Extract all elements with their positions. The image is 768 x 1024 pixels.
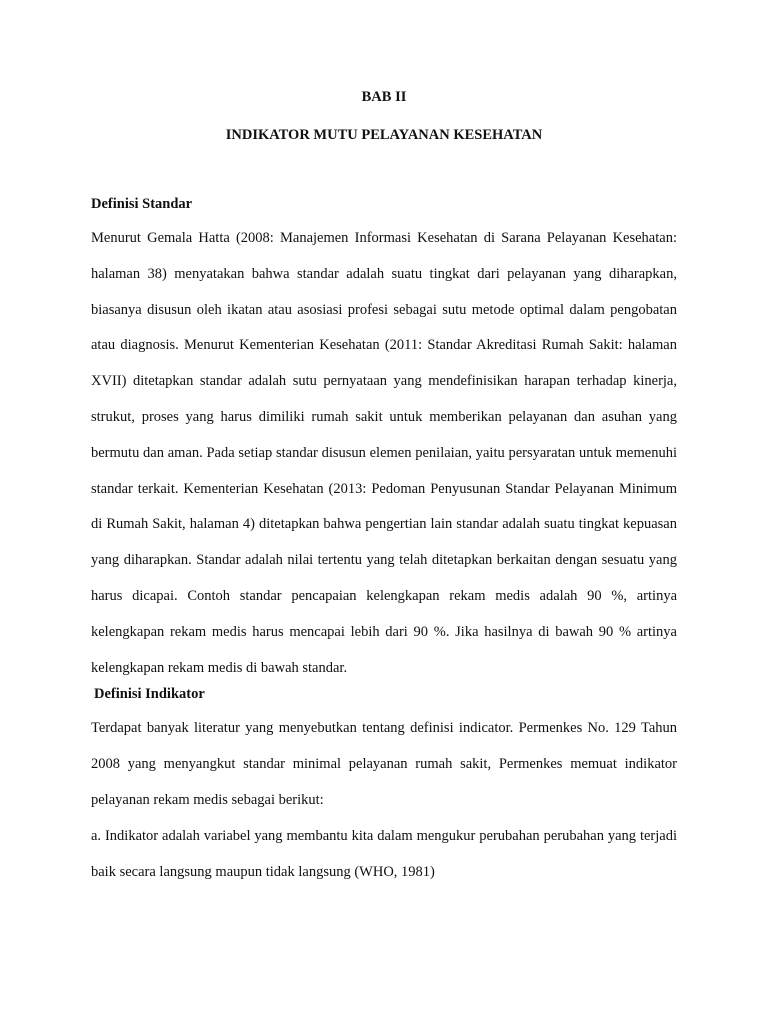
- paragraph-definisi-standar: Menurut Gemala Hatta (2008: Manajemen Informasi Kesehatan di Sarana Pelayanan Kesehatan: halaman 38) menyatakan bahwa standar adalah suatu tingkat dari pelayanan yang diharapkan, biasanya disusun oleh ikatan atau asosiasi profesi sebagai sutu metode optimal dalam pengobatan atau diagnosis. Menurut Kementerian Kesehatan (2011: Standar Akreditasi Rumah Sakit: halaman XVII) ditetapkan standar adalah sutu pernyataan yang mendefinisikan harapan terhadap kinerja, strukut, proses yang harus dimiliki rumah sakit untuk memberikan pelayanan dan asuhan yang bermutu dan aman. Pada setiap standar disusun elemen penilaian, yaitu persyaratan untuk memenuhi standar terkait. Kementerian Kesehatan (2013: Pedoman Penyusunan Standar Pelayanan Minimum di Rumah Sakit, halaman 4) ditetapkan bahwa pengertian lain standar adalah suatu tingkat kepuasan yang diharapkan. Standar adalah nilai tertentu yang telah ditetapkan berkaitan dengan sesuatu yang harus dicapai. Contoh standar pencapaian kelengkapan rekam medis adalah 90 %, artinya kelengkapan rekam medis harus mencapai lebih dari 90 %. Jika hasilnya di bawah 90 % artinya kelengkapan rekam medis di bawah standar.: [91, 230, 677, 676]
- document-page: [91, 88, 677, 890]
- chapter-title: INDIKATOR MUTU PELAYANAN KESEHATAN: [225, 127, 543, 143]
- section-heading-definisi-standar: Definisi Standar: [91, 196, 193, 212]
- section-heading-definisi-indikator: Definisi Indikator: [94, 686, 205, 703]
- paragraph-definisi-indikator: Terdapat banyak literatur yang menyebutkan tentang definisi indicator. Permenkes No. 129 Tahun 2008 yang menyangkut standar minimal pelayanan rumah sakit, Permenkes memuat indikator pelayanan rekam medis sebagai berikut:: [91, 720, 677, 808]
- chapter-heading: BAB II: [361, 89, 407, 105]
- paragraph-indikator-point-a: a. Indikator adalah variabel yang membantu kita dalam mengukur perubahan perubahan yang terjadi baik secara langsung maupun tidak langsung (WHO, 1981): [91, 827, 677, 880]
